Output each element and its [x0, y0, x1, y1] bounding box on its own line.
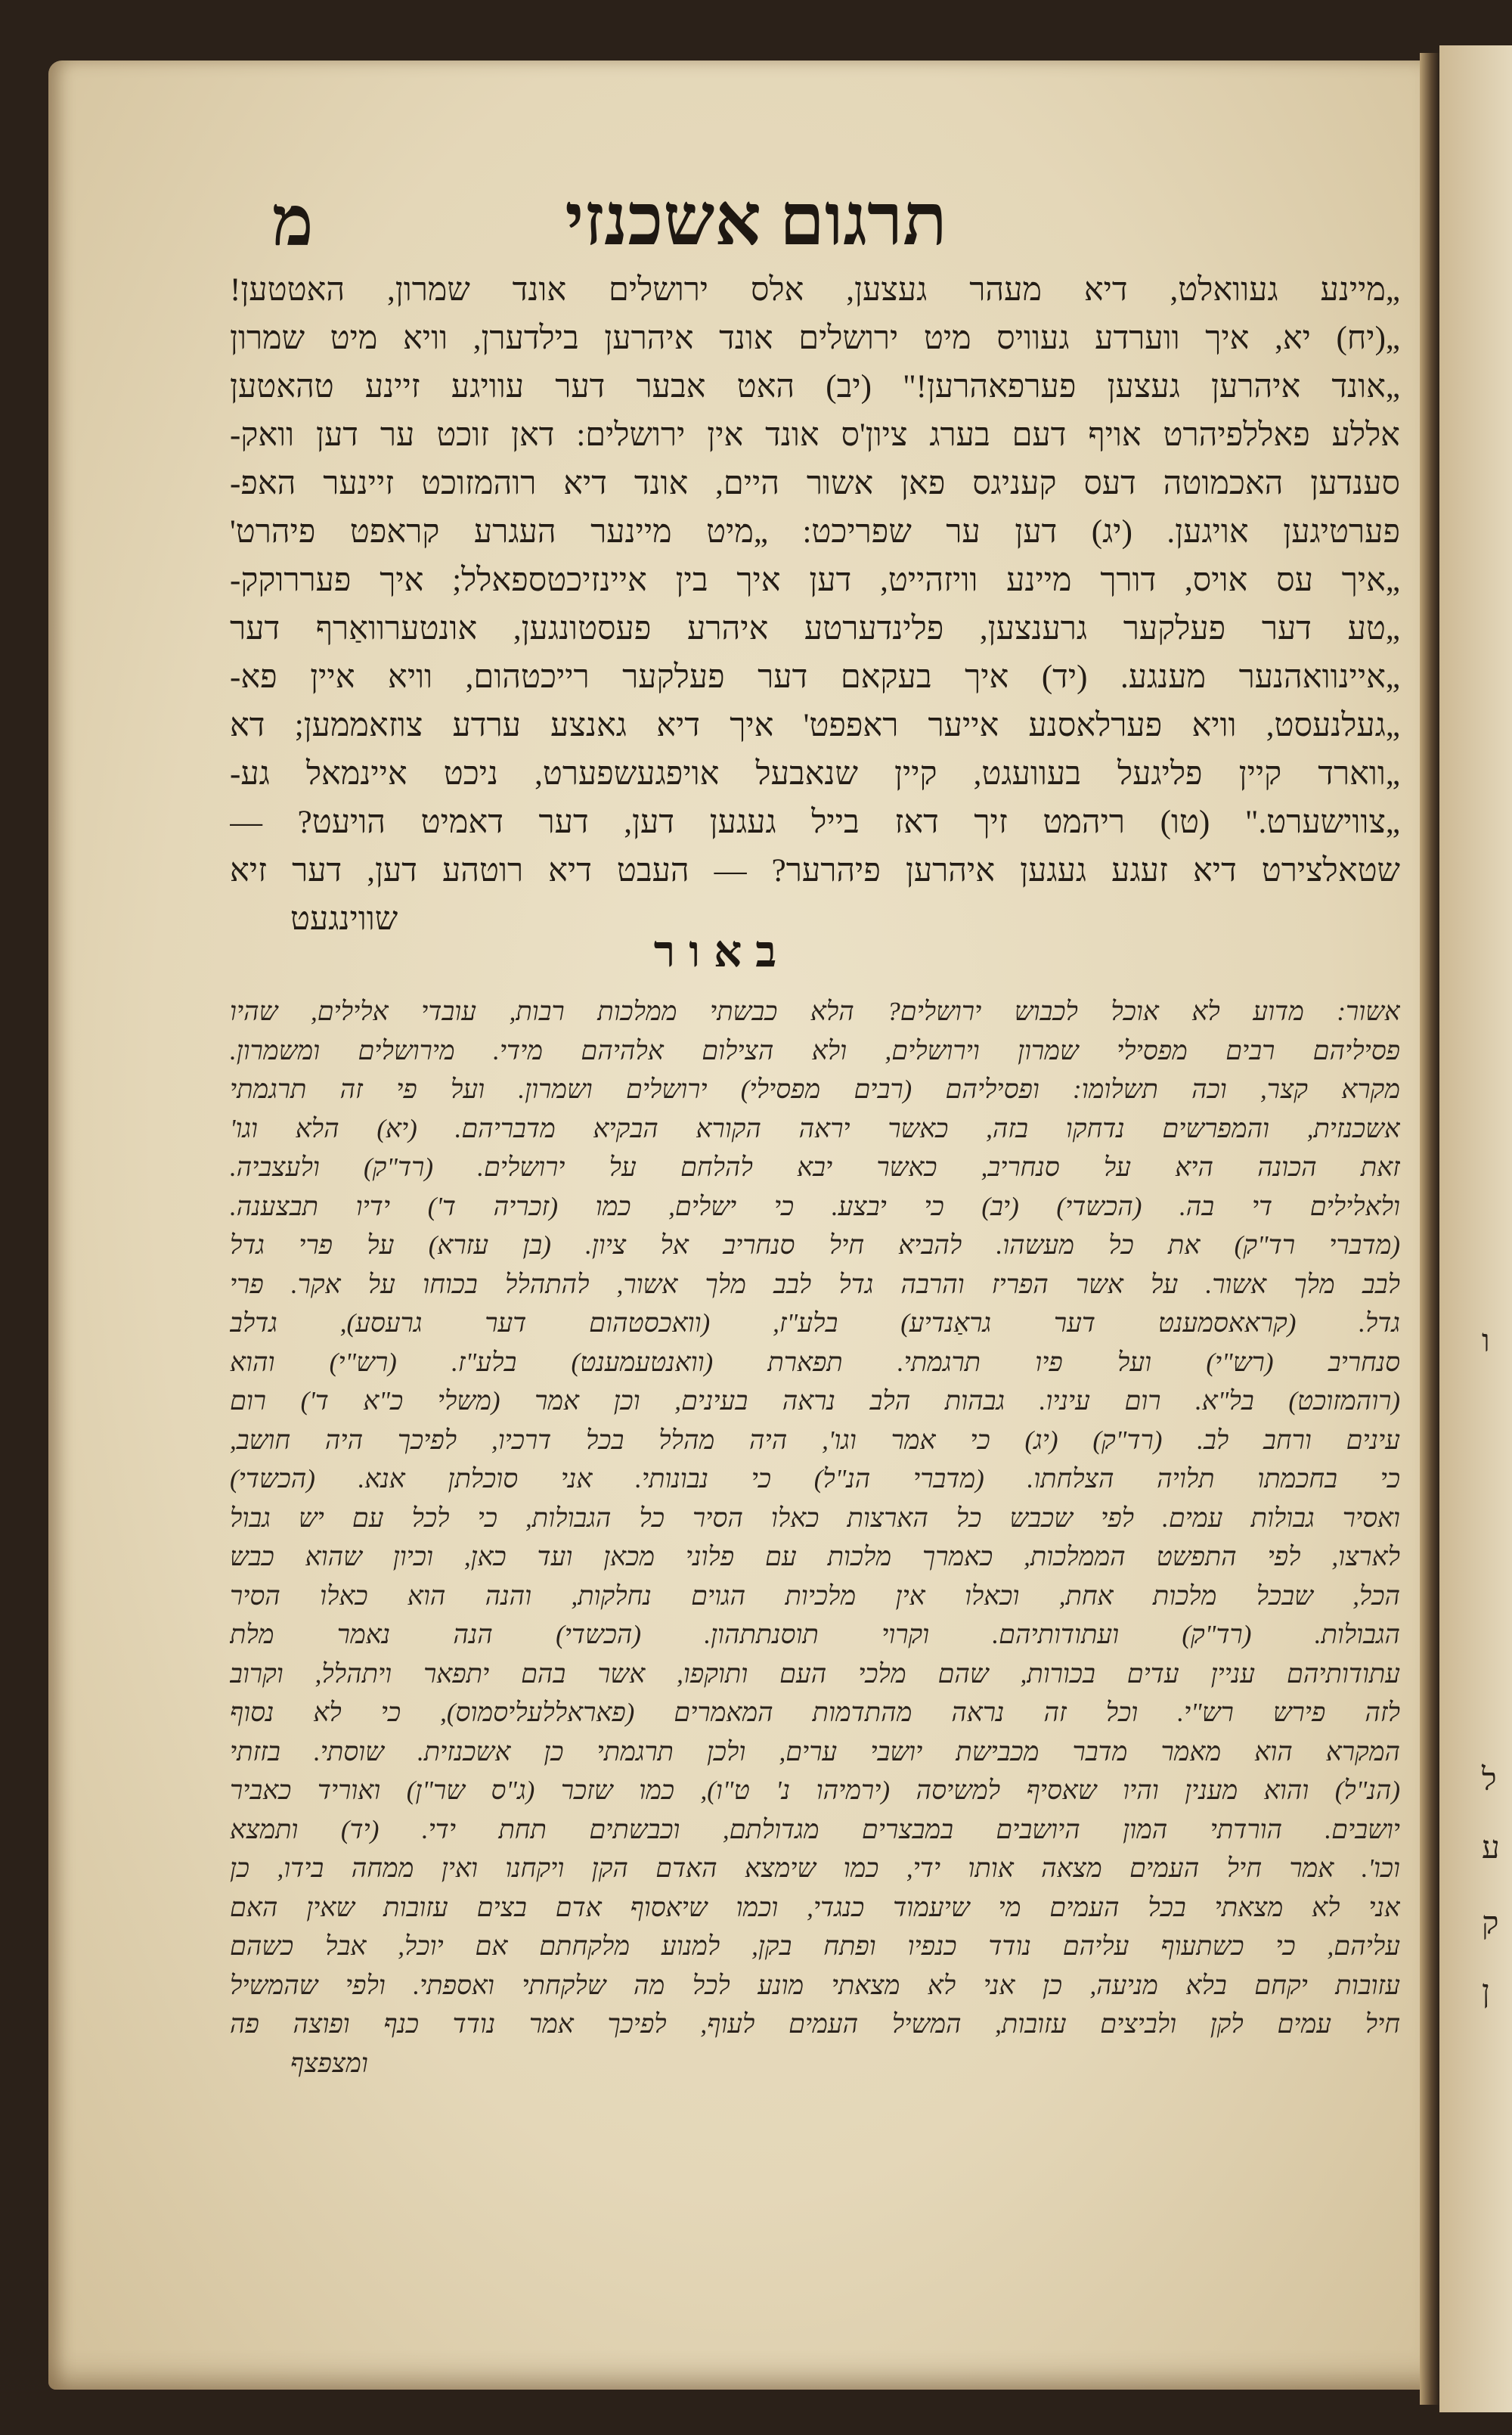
text-line: עינים ורחב לב. (רד"ק) (יג) כי אמר וגו', היה מהלל בכל דרכיו, לפיכך היה חושב, [230, 1425, 1400, 1455]
book-gutter [1420, 53, 1439, 2405]
text-line: פסיליהם רבים מפסילי שמרון וירושלים, ולא הצילום אלהיהם מידי. מירושלים ומשמרון. [230, 1035, 1400, 1066]
text-line: כי בחכמתו תלויה הצלחתו. (מדברי הנ"ל) כי נבונותי. אני סוכלתן אנא. (הכשדי) [230, 1464, 1400, 1494]
text-line: „ווארד קיין פליגעל בעוועגט, קיין שנאבעל אויפגעשפערט, ניכט איינמאל גע- [230, 756, 1400, 792]
running-title: תרגום אשכנזי [565, 179, 947, 260]
text-line: יושבים. הורדתי המון היושבים במבצרים מגדולתם, וכבשתים תחת ידי. (יד) ותמצא [230, 1814, 1400, 1844]
folio-number: מ [272, 183, 314, 260]
commentary-text [230, 992, 1400, 2083]
text-line: ולאלילים די בה. (הכשדי) (יב) כי יבצע. כי ישלים, כמו (זכריה ד') ידיו תבצענה. [230, 1191, 1400, 1221]
text-line: (מדברי רד"ק) את כל מעשהו. להביא חיל סנחריב אל ציון. (בן עזרא) על פרי גדל [230, 1230, 1400, 1260]
text-line: (הנ"ל) והוא מענין והיו שאסיף למשיסה (ירמיהו נ' ט"ו), כמו שזכר (ג"ס שר"ן) ואוריד כאביר [230, 1776, 1400, 1805]
text-line: עתודותיהם עניין עדים בכורות, שהם מלכי העם ותוקפו, אשר בהם יתפאר ויתהלל, וקרוב [230, 1658, 1400, 1689]
text-line: שטאלצירט דיא זעגע געגען איהרען פיהרער? — העבט דיא רוטהע דען, דער זיא [230, 853, 1400, 889]
text-line: אללע פאללפיהרט אויף דעם בערג ציון'ס אונד אין ירושלים: דאן זוכט ער דען וואק- [230, 417, 1400, 453]
catchword: שווינגעט [290, 901, 398, 937]
text-line: זאת הכונה היא על סנחריב, כאשר יבא להלחם על ירושלים. (רד"ק) ולעצביה. [230, 1152, 1400, 1182]
text-line: „געלנעסט, וויא פערלאסנע אייער ראפפט' איך דיא גאנצע ערדע צוזאממען; דא [230, 708, 1400, 743]
text-line: „איך עס אויס, דורך מיינע וויזהייט, דען איך בין איינזיכטספאלל; איך פעררוקק- [230, 563, 1400, 598]
text-line: לארצו, לפי התפשט הממלכות, כאמרך מלכות עם פלוני מכאן ועד כאן, וכיון שהוא כבש [230, 1542, 1400, 1571]
facing-page-fragment: ק [1482, 1906, 1499, 1941]
text-line: מקרא קצר, וכה תשלומו: ופסיליהם (רבים מפסילי) ירושלים ושמרון. ועל פי זה תרגמתי [230, 1075, 1400, 1104]
text-line: אני לא מצאתי בכל העמים מי שיעמוד כנגדי, וכמו שיאסוף אדם בצים עזובות שאין האם [230, 1892, 1400, 1922]
text-line: „טע דער פעלקער גרענצען, פלינדערטע איהרע פעסטונגען, אונטערוואַרף דער [230, 611, 1400, 647]
text-line: „(יח) יא, איך ווערדע געוויס מיט ירושלים אונד איהרען בילדערן, וויא מיט שמרון [230, 321, 1400, 356]
text-line: גדל. (קראאסמענט דער גראַנדיע) בלע"ז, (וואכסטהום דער גרעסע), גדלב [230, 1308, 1400, 1338]
text-line: לזה פירש רש"י. וכל זה נראה מהתדמות המאמרים (פאראללעליסמוס), כי לא נסוף [230, 1698, 1400, 1727]
text-line: וכו'. אמר חיל העמים מצאה אותו ידי, כמו שימצא האדם הקן ויקחנו ואין ממחה בידו, כן [230, 1853, 1400, 1883]
text-line: „איינוואהנער מענגע. (יד) איך בעקאם דער פעלקער רייכטהום, וויא איין פא- [230, 659, 1400, 695]
facing-page-fragment: ל [1482, 1763, 1497, 1798]
text-line: „צווישערט." (טו) ריהמט זיך דאז בייל געגען דען, דער דאמיט הויעט? — [230, 805, 1400, 840]
text-line: עזובות יקחם בלא מניעה, כן אני לא מצאתי מונע לכל מה שלקחתי ואספתי. ולפי שהמשיל [230, 1970, 1400, 2000]
text-line: סענדען האכמוטה דעס קעניגס פאן אשור היים, אונד דיא רוהמזוכט זיינער האפ- [230, 466, 1400, 501]
facing-page-fragment: ן [1482, 1974, 1490, 2009]
facing-page-fragment: ע [1482, 1831, 1500, 1866]
text-line: חיל עמים לקן ולביצים עזובות, המשיל העמים לעוף, לפיכך אמר נודד כנף ופוצה פה [230, 2009, 1400, 2039]
text-line: סנחריב (רש"י) ועל פיו תרגמתי. תפארת (וואנטעמענט) בלע"ז. (רש"י) והוא [230, 1347, 1400, 1377]
text-line: (רוהמזוכט) בל"א. רום עיניו. גבהות הלב נראה בעינים, וכן אמר (משלי כ"א ד') רום [230, 1386, 1400, 1416]
facing-page-fragment: ו [1482, 1324, 1490, 1359]
facing-page-edge [1439, 45, 1512, 2412]
text-line: הכל, שבכל מלכות אחת, וכאלו אין מלכיות הגוים נחלקות, והנה הוא כאלו הסיר [230, 1580, 1400, 1611]
text-line: „מיינע געוואלט, דיא מעהר געצען, אלס ירושלים אונד שמרון, האטטען! [230, 272, 1400, 308]
text-line: „אונד איהרען געצען פערפאהרען!" (יב) האט אבער דער עוויגע זיינע טהאטען [230, 369, 1400, 405]
text-line: לבב מלך אשור. על אשר הפריז והרבה גדל לבב מלך אשור, להתהלל בכוחו על אקר. פרי [230, 1269, 1400, 1299]
text-line: המקרא הוא מאמר מדבר מכבישת יושבי ערים, ולכן תרגמתי כן אשכנזית. שוסתי. בזזתי [230, 1736, 1400, 1767]
catchword: ומצפצף [290, 2048, 368, 2078]
text-line: פערטיגען אויגען. (יג) דען ער שפריכט: „מיט מיינער העגרע קראפט פיהרט' [230, 514, 1400, 550]
text-line: הגבולות. (רד"ק) ועתודותיהם. וקרוי תוסנתתהון. (הכשדי) הנה נאמר מלת [230, 1620, 1400, 1649]
text-line: אשכנזית, והמפרשים נדחקו בזה, כאשר יראה הקורא הבקיא מדבריהם. (יא) הלא וגו' [230, 1113, 1400, 1143]
text-line: ואסיר גבולות עמים. לפי שכבש כל הארצות כאלו הסיר כל הגבולות, כי לכל עם יש גבול [230, 1503, 1400, 1533]
commentary-heading: באור [653, 927, 791, 976]
text-line: עליהם, כי כשתעוף עליהם נודד כנפיו ופתח בקן, למנוע מלקחתם אם יוכל, אבל כשהם [230, 1931, 1400, 1961]
main-text [230, 266, 1400, 944]
text-line: אשור: מדוע לא אוכל לכבוש ירושלים? הלא כבשתי ממלכות רבות, עובדי אלילים, שהיו [230, 997, 1400, 1026]
